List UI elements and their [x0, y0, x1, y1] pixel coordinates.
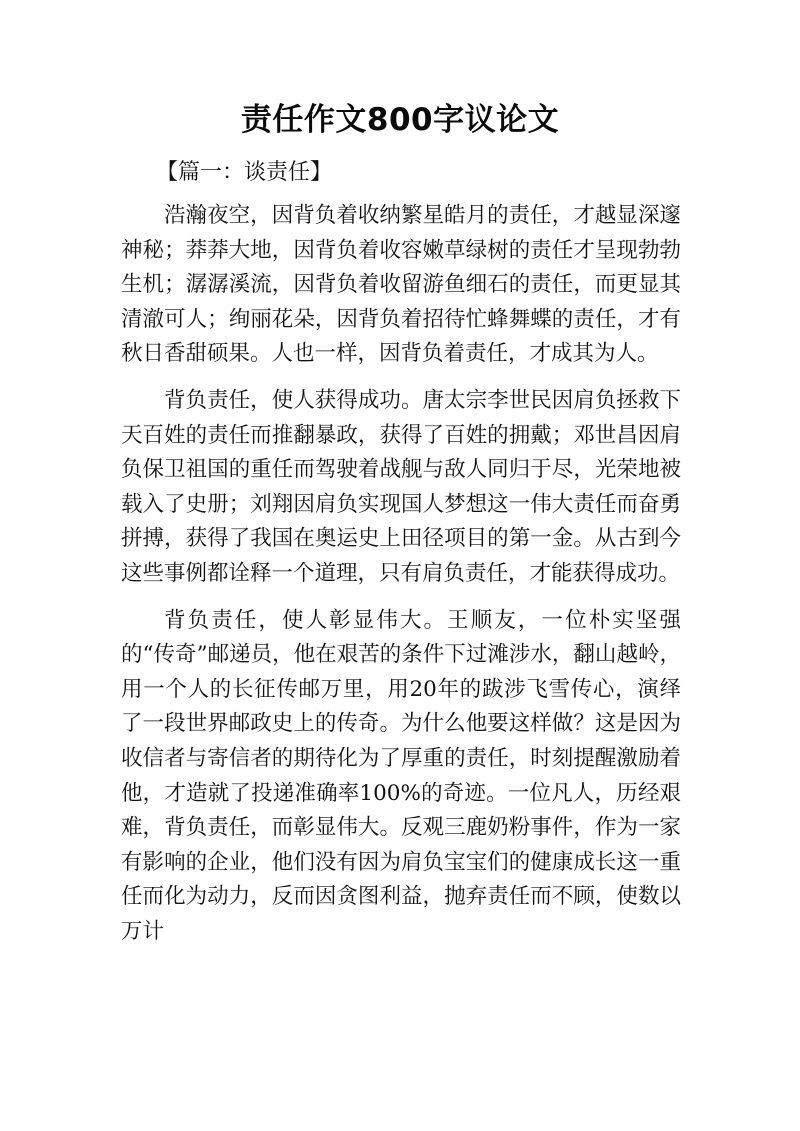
document-body [121, 199, 681, 961]
paragraph-3: 背负责任，使人彰显伟大。王顺友，一位朴实坚强的“传奇”邮递员，他在艰苦的条件下过滩涉水，翻山越岭，用一个人的长征传邮万里，用20年的跋涉飞雪传心，演绎了一段世界邮政史上的传奇。为什么他要这样做？这是因为收信者与寄信者的期待化为了厚重的责任，时刻提醒激励着他，才造就了投递准确率100%的奇迹。一位凡人，历经艰难，背负责任，而彰显伟大。反观三鹿奶粉事件，作为一家有影响的企业，他们没有因为肩负宝宝们的健康成长这一重任而化为动力，反而因贪图利益，抛弃责任而不顾，使数以万计 [121, 607, 681, 944]
section-heading: 【篇一：谈责任】 [156, 160, 333, 185]
paragraph-2: 背负责任，使人获得成功。唐太宗李世民因肩负拯救下天百姓的责任而推翻暴政，获得了百姓的拥戴；邓世昌因肩负保卫祖国的重任而驾驶着战舰与敌人同归于尽，光荣地被载入了史册；刘翔因肩负实现国人梦想这一伟大责任而奋勇拼搏，获得了我国在奥运史上田径项目的第一金。从古到今这些事例都诠释一个道理，只有肩负责任，才能获得成功。 [121, 387, 681, 586]
paragraph-1: 浩瀚夜空，因背负着收纳繁星皓月的责任，才越显深邃神秘；莽莽大地，因背负着收容嫩草绿树的责任才呈现勃勃生机；潺潺溪流，因背负着收留游鱼细石的责任，而更显其清澈可人；绚丽花朵，因背负着招待忙蜂舞蝶的责任，才有秋日香甜硕果。人也一样，因背负着责任，才成其为人。 [121, 203, 681, 367]
document-title: 责任作文800字议论文 [240, 102, 560, 138]
